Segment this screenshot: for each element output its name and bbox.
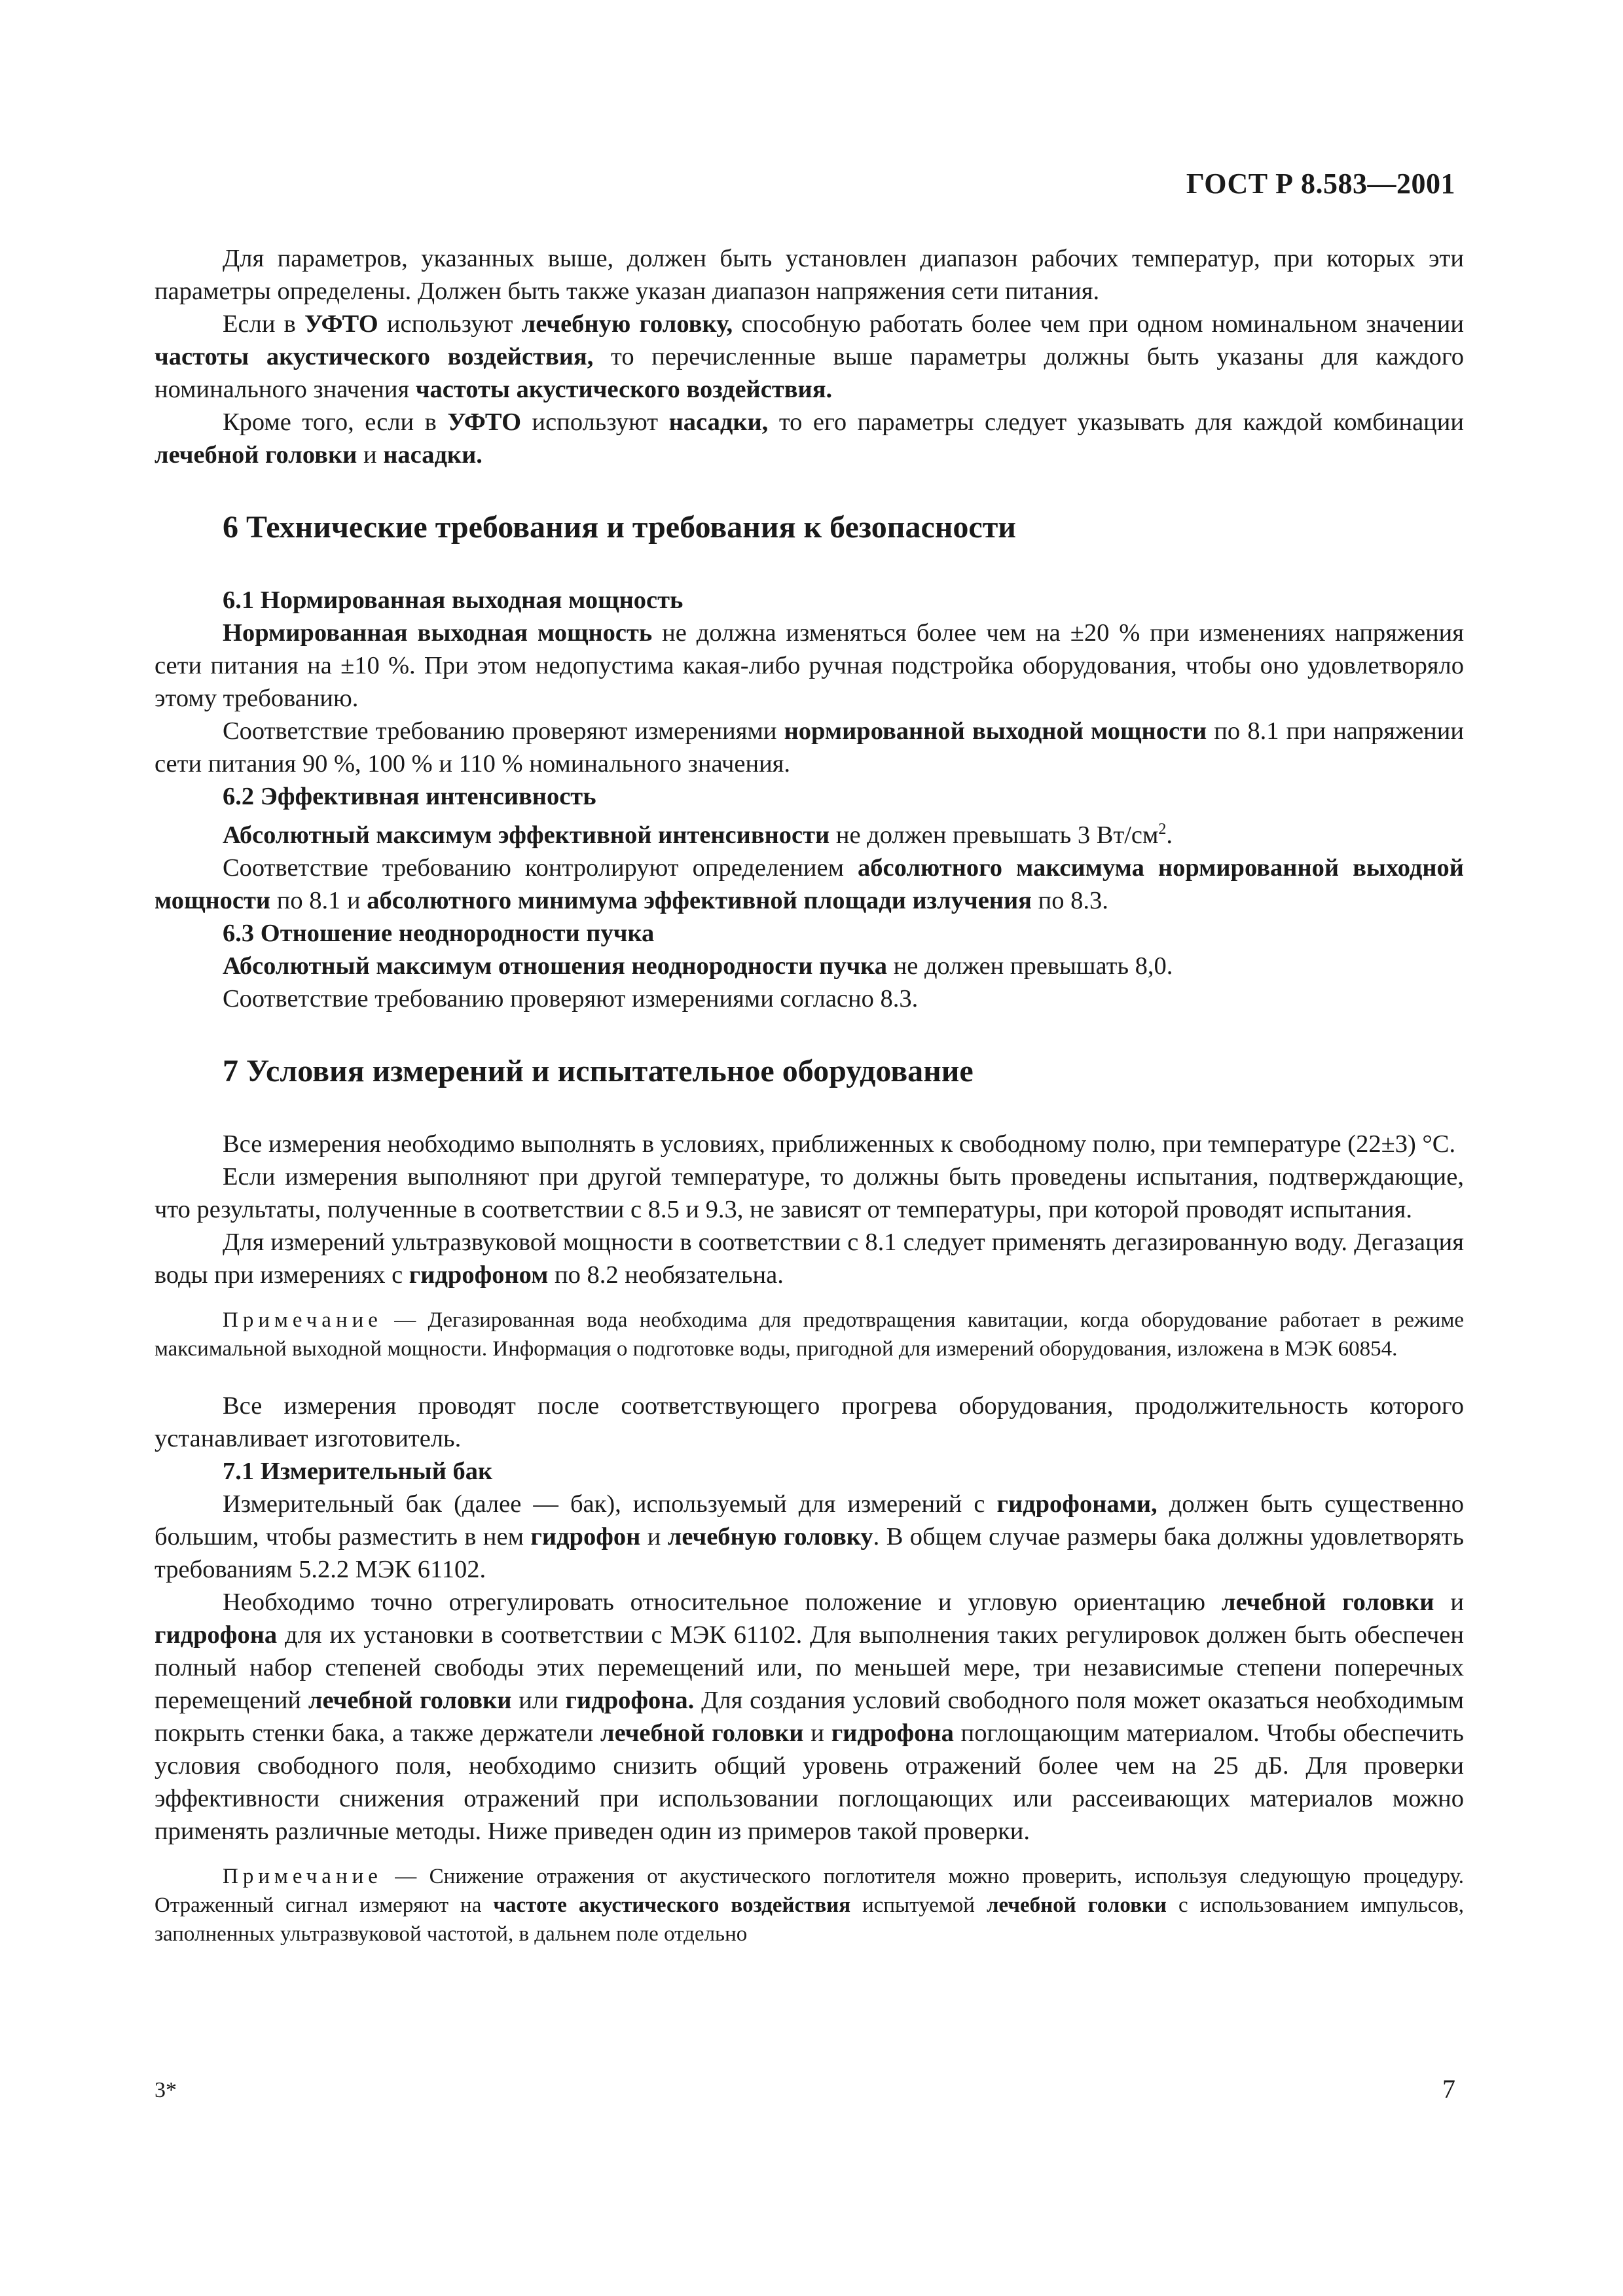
- text: то его параметры следует указывать для каждой комбинации: [768, 408, 1464, 436]
- term-bold: лечебной головки: [600, 1719, 804, 1747]
- text: и: [803, 1719, 831, 1747]
- paragraph: [155, 982, 1464, 1015]
- text: и: [640, 1522, 668, 1551]
- note: [155, 1306, 1464, 1363]
- text: и: [1434, 1588, 1464, 1616]
- paragraph: [155, 1390, 1464, 1455]
- text: Для параметров, указанных выше, должен быть установлен диапазон рабочих температур, при которых эти параметры определены. Должен быть также указан диапазон напряжения сети питания.: [155, 245, 1464, 305]
- term-bold: лечебной головки: [308, 1686, 512, 1714]
- text: по 8.1 при напряжении сети питания 90 %, 100 % и 110 % номинального значения.: [155, 717, 1464, 778]
- subsection-heading-7-1: 7.1 Измерительный бак: [223, 1457, 493, 1485]
- text: Кроме того, если в: [223, 408, 448, 436]
- paragraph: [155, 715, 1464, 780]
- text: по 8.3.: [1032, 886, 1108, 914]
- text: для их установки в соответствии с МЭК 61102. Для выполнения таких регулировок должен быть обеспечен полный набор степеней свободы этих перемещений или, по меньшей мере, три независимые степени поперечных перемещений: [155, 1621, 1464, 1714]
- note: [155, 1862, 1464, 1948]
- text: Для создания условий свободного поля может оказаться необходимым покрыть стенки бака, а также держатели: [155, 1686, 1464, 1747]
- term-bold: частоты акустического воздействия.: [415, 376, 833, 403]
- paragraph: [155, 242, 1464, 308]
- term-bold: частоты акустического воздействия,: [155, 343, 594, 370]
- paragraph: [155, 950, 1464, 982]
- term-bold: гидрофона: [831, 1719, 954, 1747]
- text: Если измерения выполняют при другой температуре, то должны быть проведены испытания, подтверждающие, что результаты, полученные в соответствии с 8.5 и 9.3, не зависят от температуры, при которой проводят испытания.: [155, 1162, 1464, 1223]
- text: используют: [378, 310, 522, 338]
- document-header: ГОСТ Р 8.583—2001: [1186, 168, 1455, 200]
- text: Соответствие требованию проверяют измерениями согласно 8.3.: [223, 984, 919, 1013]
- text: Измерительный бак (далее — бак), используемый для измерений с: [223, 1490, 997, 1518]
- sheet-mark: 3*: [155, 2078, 177, 2102]
- term-bold: насадки.: [383, 441, 483, 469]
- term-bold: Нормированная выходная мощность: [223, 619, 653, 647]
- term-bold: абсолютного минимума эффективной площади излучения: [367, 886, 1032, 914]
- text: или: [511, 1686, 566, 1714]
- text: не должен превышать 8,0.: [887, 952, 1173, 980]
- paragraph: [155, 813, 1464, 852]
- text: должен быть существенно большим, чтобы разместить в нем: [155, 1490, 1464, 1551]
- page-number: 7: [1442, 2074, 1455, 2104]
- paragraph: [155, 406, 1464, 471]
- subsection-heading-6-1: 6.1 Нормированная выходная мощность: [223, 586, 684, 614]
- term-bold: насадки,: [668, 408, 769, 436]
- text: — Снижение отражения от акустического поглотителя можно проверить, используя следующую процедуру. Отраженный сигнал измеряют на: [155, 1864, 1464, 1917]
- term-bold: гидрофон: [530, 1522, 641, 1551]
- section-heading-6: 6 Технические требования и требования к безопасности: [223, 510, 1016, 545]
- term-bold: лечебную головку,: [521, 310, 733, 338]
- text: испытуемой: [850, 1893, 987, 1917]
- term-bold: УФТО: [304, 310, 378, 338]
- text: используют: [521, 408, 669, 436]
- term-bold: Абсолютный максимум отношения неоднородности пучка: [223, 952, 888, 980]
- paragraph: [155, 1488, 1464, 1586]
- subsection-heading-6-2: 6.2 Эффективная интенсивность: [223, 783, 596, 810]
- term-bold: нормированной выходной мощности: [784, 717, 1207, 745]
- term-bold: лечебной головки: [155, 441, 357, 469]
- text: поглощающим материалом. Чтобы обеспечить условия свободного поля, необходимо снизить общий уровень отражений более чем на 25 дБ. Для проверки эффективности снижения отражений при использовании поглощающих или рассеивающих материалов можно применять различные методы. Ниже приведен один из примеров такой проверки.: [155, 1719, 1464, 1845]
- paragraph: [155, 1586, 1464, 1848]
- text: и: [357, 441, 384, 469]
- section-heading-7: 7 Условия измерений и испытательное оборудование: [223, 1053, 974, 1088]
- subsection-heading-6-3: 6.3 Отношение неоднородности пучка: [223, 919, 655, 947]
- paragraph: [155, 617, 1464, 715]
- paragraph: [155, 852, 1464, 917]
- text: по 8.1 и: [270, 886, 367, 914]
- text: способную работать более чем при одном номинальном значении: [733, 310, 1464, 338]
- term-bold: гидрофоном: [409, 1261, 549, 1289]
- term-bold: гидрофона: [155, 1621, 278, 1649]
- term-bold: лечебной головки: [987, 1893, 1167, 1917]
- note-label: Примечание: [223, 1864, 382, 1888]
- text: с использованием импульсов, заполненных ультразвуковой частотой, в дальнем поле отдельно: [155, 1893, 1464, 1946]
- text: .: [1166, 821, 1173, 849]
- text: Если в: [223, 310, 305, 338]
- text: то перечисленные выше параметры должны быть указаны для каждого номинального значения: [155, 343, 1465, 403]
- text: — Дегазированная вода необходима для предотвращения кавитации, когда оборудование работает в режиме максимальной выходной мощности. Информация о подготовке воды, пригодной для измерений оборудования, изложена в МЭК 60854.: [155, 1308, 1464, 1361]
- term-bold: Абсолютный максимум эффективной интенсивности: [223, 821, 830, 849]
- term-bold: частоте акустического воздействия: [493, 1893, 851, 1917]
- term-bold: УФТО: [447, 408, 522, 436]
- text: не должен превышать 3 Вт/см: [830, 821, 1159, 849]
- paragraph: [155, 1128, 1464, 1160]
- term-bold: лечебной головки: [1221, 1588, 1434, 1616]
- text: Для измерений ультразвуковой мощности в соответствии с 8.1 следует применять дегазированную воду. Дегазация воды при измерениях с: [155, 1228, 1464, 1289]
- term-bold: гидрофонами,: [996, 1490, 1158, 1518]
- text: . В общем случае размеры бака должны удовлетворять требованиям 5.2.2 МЭК 61102.: [155, 1522, 1464, 1583]
- superscript: 2: [1158, 821, 1167, 838]
- term-bold: абсолютного максимума нормированной выходной мощности: [155, 853, 1464, 914]
- paragraph: [155, 308, 1464, 406]
- text: Соответствие требованию контролируют определением: [223, 853, 858, 882]
- text: по 8.2 необязательна.: [548, 1261, 784, 1289]
- text: не должна изменяться более чем на ±20 % при изменениях напряжения сети питания на ±10 %. При этом недопустима какая-либо ручная подстройка оборудования, чтобы оно удовлетворяло этому требованию.: [155, 619, 1464, 712]
- text: Соответствие требованию проверяют измерениями: [223, 717, 784, 745]
- text: Все измерения проводят после соответствующего прогрева оборудования, продолжительность которого устанавливает изготовитель.: [155, 1391, 1464, 1452]
- note-label: Примечание: [223, 1308, 382, 1332]
- text: Необходимо точно отрегулировать относительное положение и угловую ориентацию: [223, 1588, 1222, 1616]
- term-bold: гидрофона.: [565, 1686, 695, 1714]
- text: Все измерения необходимо выполнять в условиях, приближенных к свободному полю, при температуре (22±3) °С.: [223, 1130, 1456, 1158]
- term-bold: лечебную головку: [667, 1522, 873, 1551]
- paragraph: [155, 1226, 1464, 1291]
- paragraph: [155, 1160, 1464, 1226]
- page-body: [155, 242, 1464, 1948]
